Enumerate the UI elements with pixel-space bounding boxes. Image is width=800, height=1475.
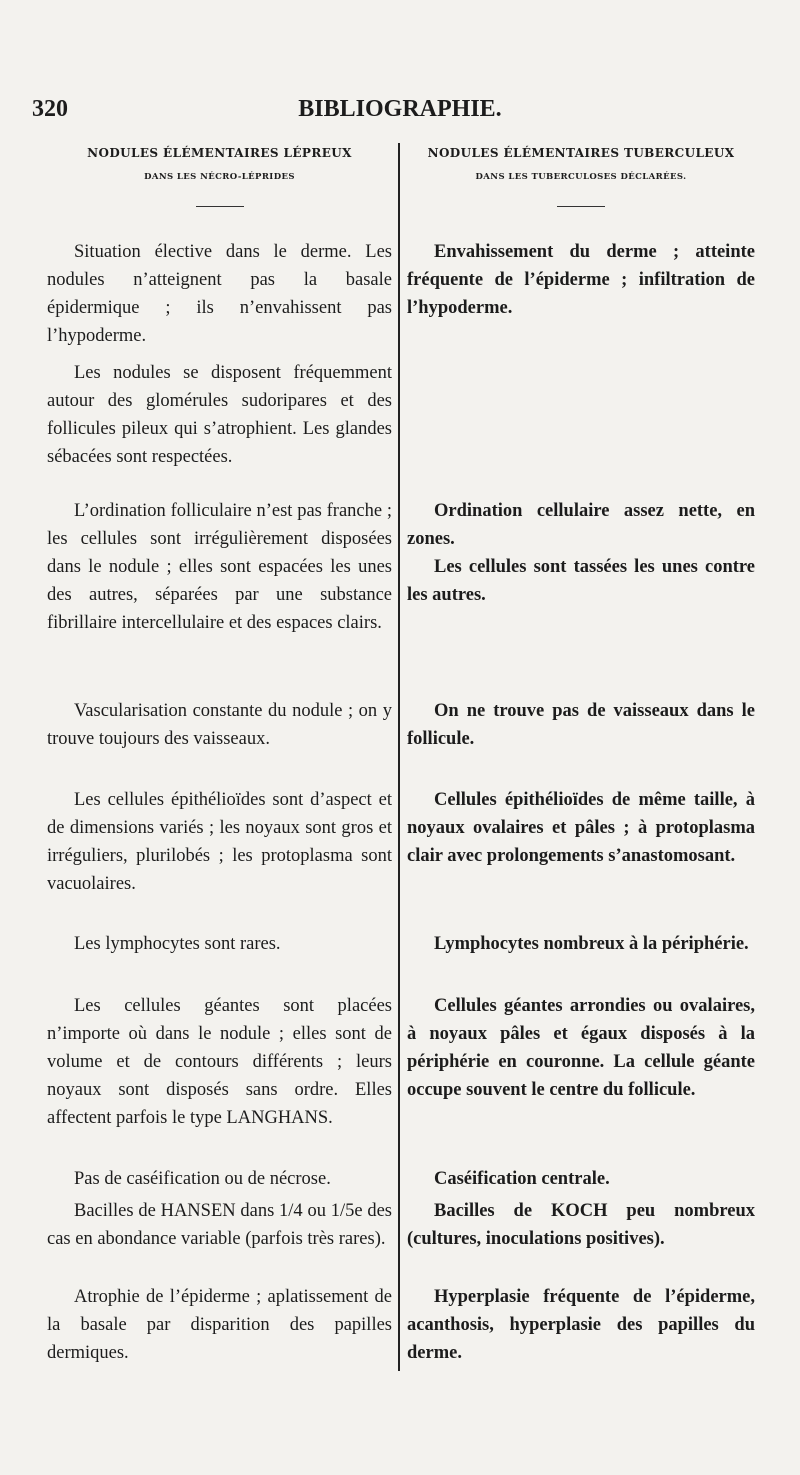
right-paragraph-lymphocytes: Lymphocytes nombreux à la périphérie. [434,934,749,954]
left-paragraph-disposition: Les nodules se disposent fréquemment autour des glomérules sudoripares et des follicules pileux qui s’atrophient. Les glandes sébacées sont respectées. [47,363,392,467]
right-paragraph-envahissement: Envahissement du derme ; atteinte fréquente de l’épiderme ; infiltration de l’hypoderme. [407,242,755,318]
left-paragraph-lymphocytes: Les lymphocytes sont rares. [74,934,281,954]
left-column-title: NODULES ÉLÉMENTAIRES LÉPREUX [87,146,352,160]
left-column-subtitle: DANS LES NÉCRO-LÉPRIDES [144,172,295,182]
running-head: BIBLIOGRAPHIE. [298,96,502,122]
right-column-title: NODULES ÉLÉMENTAIRES TUBERCULEUX [427,146,735,160]
right-column-subtitle: DANS LES TUBERCULOSES DÉCLARÉES. [475,172,687,182]
right-paragraph-tassees: Les cellules sont tassées les unes contre les autres. [407,557,755,605]
left-paragraph-ordination: L’ordination folliculaire n’est pas franche ; les cellules sont irrégulièrement disposées dans le nodule ; elles sont espacées les unes des autres, séparées par une substance fibrillaire intercellulaire et des espaces clairs. [47,501,392,633]
left-title-rule [196,206,244,207]
right-paragraph-vaisseaux: On ne trouve pas de vaisseaux dans le follicule. [407,701,755,749]
right-paragraph-hyperplasie: Hyperplasie fréquente de l’épiderme, acanthosis, hyperplasie des papilles du derme. [407,1287,755,1363]
right-paragraph-geantes: Cellules géantes arrondies ou ovalaires, à noyaux pâles et égaux disposés à la périphérie en couronne. La cellule géante occupe souvent le centre du follicule. [407,996,755,1100]
left-paragraph-atrophie: Atrophie de l’épiderme ; aplatissement de la basale par disparition des papilles dermiques. [47,1287,392,1363]
left-paragraph-bacilles: Bacilles de HANSEN dans 1/4 ou 1/5e des cas en abondance variable (parfois très rares). [47,1201,392,1249]
page-number: 320 [32,96,68,122]
left-paragraph-caseification: Pas de caséification ou de nécrose. [74,1169,331,1189]
right-paragraph-caseification: Caséification centrale. [434,1169,610,1189]
right-column [407,140,755,1363]
left-paragraph-vascularisation: Vascularisation constante du nodule ; on y trouve toujours des vaisseaux. [47,701,392,749]
left-paragraph-geantes: Les cellules géantes sont placées n’importe où dans le nodule ; elles sont de volume et de contours différents ; leurs noyaux sont disposés sans ordre. Elles affectent parfois le type LANGHANS. [47,996,392,1128]
left-column [47,140,392,1363]
right-title-rule [557,206,605,207]
left-paragraph-epithelioides: Les cellules épithélioïdes sont d’aspect et de dimensions variés ; les noyaux sont gros et irréguliers, plurilobés ; les protoplasma sont vacuolaires. [47,790,392,894]
right-paragraph-epithelioides: Cellules épithélioïdes de même taille, à noyaux ovalaires et pâles ; à protoplasma clair avec prolongements s’anastomosant. [407,790,755,866]
left-paragraph-situation: Situation élective dans le derme. Les nodules n’atteignent pas la basale épidermique ; ils n’envahissent pas l’hypoderme. [47,242,392,346]
right-paragraph-bacilles: Bacilles de KOCH peu nombreux (cultures, inoculations positives). [407,1201,755,1249]
column-divider [398,143,400,1371]
right-paragraph-ordination: Ordination cellulaire assez nette, en zones. [407,501,755,549]
